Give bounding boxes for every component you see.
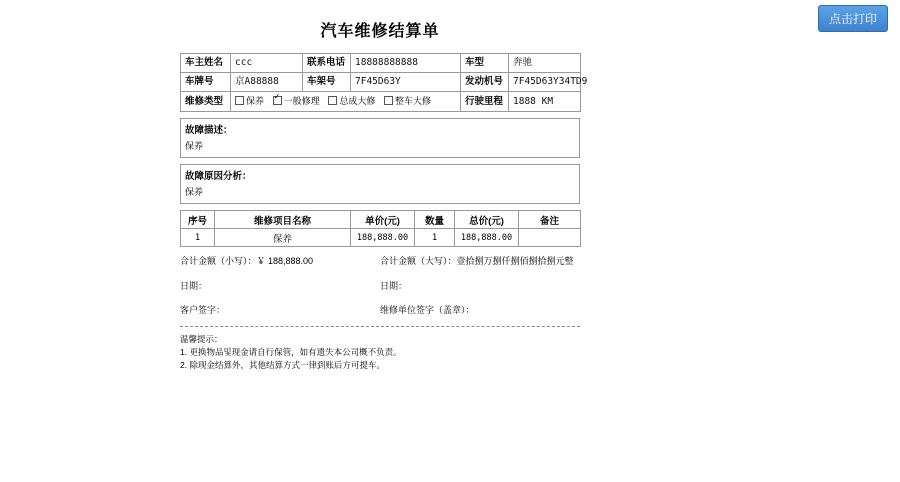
repair-type-option-label: 总成大修: [339, 96, 376, 106]
table-header-row: [181, 211, 581, 229]
date-left-label: 日期：: [180, 281, 208, 291]
customer-sign-label: 客户签字：: [180, 305, 226, 315]
checkbox-icon[interactable]: [384, 96, 393, 105]
notes-item: 1. 更换物品및现金请自行保管，如有遗失本公司概不负责。: [180, 346, 402, 357]
repair-items-table: [180, 210, 581, 247]
vin-label: 车架号: [303, 73, 351, 92]
checkbox-icon[interactable]: [235, 96, 244, 105]
checkbox-checked-icon[interactable]: [273, 96, 282, 105]
table-row: [181, 92, 581, 112]
phone-value: 18888888888: [351, 54, 461, 73]
signature-right-col: [380, 279, 580, 316]
cell-total: 188,888.00: [455, 229, 519, 247]
checkbox-icon[interactable]: [328, 96, 337, 105]
mileage-value: 1888 KM: [509, 92, 581, 112]
mileage-label: 行驶里程: [461, 92, 509, 112]
total-amount-small: 合计金额（小写）：￥ 188,888.00: [180, 256, 314, 266]
table-row: [181, 73, 581, 92]
fault-description-value: 保养: [185, 141, 204, 151]
fault-analysis-block: [180, 164, 580, 204]
phone-label: 联系电话: [303, 54, 351, 73]
repair-type-option[interactable]: [235, 94, 264, 108]
column-header-price: 单价(元): [351, 211, 415, 229]
repair-type-option-label: 整车大修: [394, 96, 431, 106]
vehicle-info-table: [180, 53, 588, 112]
notes-block: [180, 333, 580, 371]
fault-description-title: 故障描述：: [185, 125, 233, 136]
engine-label: 发动机号: [461, 73, 509, 92]
column-header-total: 总价(元): [455, 211, 519, 229]
plate-value: 京A88888: [231, 73, 303, 92]
notes-item: 2. 除现金结算外，其他结算方式一律到账后方可提车。: [180, 359, 385, 370]
cell-remark: [519, 229, 581, 247]
plate-label: 车牌号: [181, 73, 231, 92]
fault-analysis-title: 故障原因分析：: [185, 171, 252, 182]
repair-type-option[interactable]: [328, 94, 375, 108]
cell-qty: 1: [415, 229, 455, 247]
model-label: 车型: [461, 54, 509, 73]
cell-name: 保养: [215, 229, 351, 247]
unit-sign-label: 维修单位签字（盖章）：: [380, 305, 475, 315]
repair-type-label: 维修类型: [181, 92, 231, 112]
divider: [180, 326, 580, 327]
table-row: [181, 54, 581, 73]
repair-type-option[interactable]: [384, 94, 431, 108]
column-header-index: 序号: [181, 211, 215, 229]
engine-value: 7F45D63Y34TD9: [509, 73, 581, 92]
date-right-label: 日期：: [380, 281, 408, 291]
signature-left-col: [180, 279, 380, 316]
column-header-remark: 备注: [519, 211, 581, 229]
column-header-qty: 数量: [415, 211, 455, 229]
print-button[interactable]: 点击打印: [818, 5, 888, 32]
signature-row: [180, 279, 580, 316]
repair-type-option-label: 保养: [246, 96, 265, 106]
fault-description-block: [180, 118, 580, 158]
receipt-document: [180, 18, 588, 371]
total-amount-big: 合计金额（大写）：壹拾捌万捌仟捌佰捌拾捌元整: [380, 256, 574, 266]
cell-index: 1: [181, 229, 215, 247]
repair-type-option[interactable]: [273, 94, 320, 108]
table-row: [181, 229, 581, 247]
repair-type-option-label: 一般修理: [283, 96, 320, 106]
model-value: 奔驰: [509, 54, 581, 73]
cell-price: 188,888.00: [351, 229, 415, 247]
column-header-name: 维修项目名称: [215, 211, 351, 229]
vin-value: 7F45D63Y: [351, 73, 461, 92]
repair-type-options: [231, 92, 461, 112]
page-title: 汽车维修结算单: [320, 23, 440, 40]
owner-name-value: ccc: [231, 54, 303, 73]
fault-analysis-value: 保养: [185, 187, 204, 197]
notes-title: 温馨提示：: [180, 334, 223, 344]
owner-name-label: 车主姓名: [181, 54, 231, 73]
totals-row: [180, 254, 580, 267]
